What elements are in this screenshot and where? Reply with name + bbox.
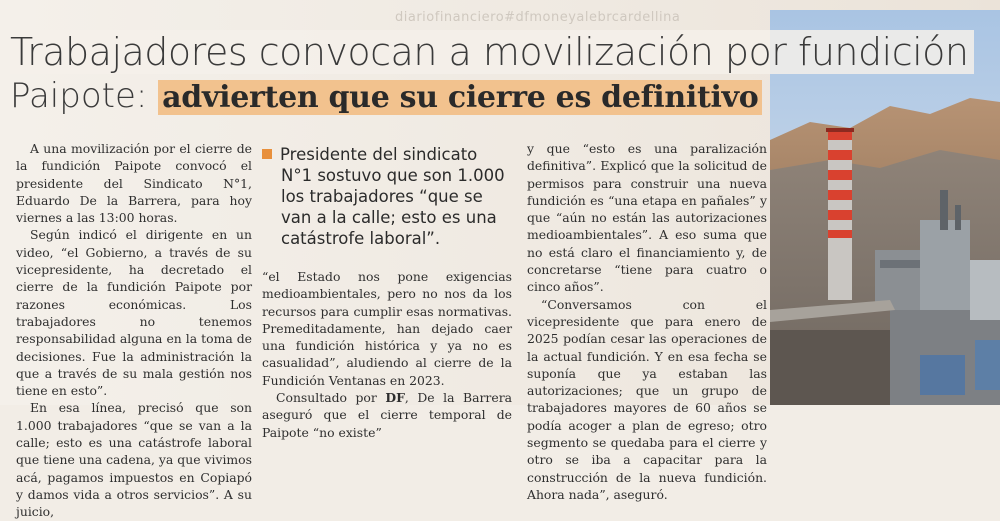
paragraph-text: , De la Barrera aseguró que el cierre temporal de Paipote “no existe” — [262, 390, 513, 440]
article-column-2 — [262, 268, 512, 441]
pull-quote-line: N°1 sostuvo que son 1.000 — [281, 166, 505, 185]
pull-quote-text: Presidente del sindicato — [280, 145, 478, 164]
article-column-3 — [527, 140, 767, 503]
df-mention: DF — [385, 390, 405, 406]
headline-highlight: advierten que su cierre es definitivo — [158, 80, 762, 115]
paragraph: “el Estado nos pone exigencias medioambientales, pero no nos da los recursos para cumplir esas normativas. Premeditadamente, han dejado caer una fundición histórica y ya no es casualidad”, aludiendo al cierre de la Fundición Ventanas en 2023. — [262, 269, 512, 388]
paragraph-text: Consultado por — [276, 390, 377, 406]
headline — [10, 30, 969, 120]
paragraph: A una movilización por el cierre de la fundición Paipote convocó el presidente del Sindicato N°1, Eduardo De la Barrera, para hoy viernes a las 13:00 horas. — [16, 141, 252, 226]
article-column-1 — [16, 140, 252, 521]
paragraph: y que “esto es una paralización definitiva”. Explicó que la solicitud de permisos para construir una nueva fundición es “una etapa en pañales” y que “aún no están las autorizaciones medioambientales”. A eso suma que no está claro el financiamiento y, de concretarse “tiene para cuatro o cinco años”. — [527, 141, 767, 295]
headline-prefix: Paipote: — [10, 76, 148, 116]
pull-quote-line: catástrofe laboral”. — [281, 229, 441, 248]
watermark-text: diariofinanciero#dfmoneyalebrcardellina — [395, 10, 681, 25]
headline-line-2 — [10, 74, 870, 120]
orange-square-bullet-icon — [262, 149, 272, 159]
paragraph: “Conversamos con el vicepresidente que para enero de 2025 podían cesar las operaciones de la actual fundición. Y en esa fecha se suponía que ya estaban las autorizaciones; que un grupo de trabajadores mayores de 60 años se podía acoger a plan de egreso; otro segmento se quedaba para el cierre y otro se iba a capacitar para la construcción de la nueva fundición. Ahora nada”, aseguró. — [527, 296, 767, 502]
pull-quote-line — [262, 144, 512, 165]
pull-quote-line: van a la calle; esto es una — [281, 208, 497, 227]
paragraph — [262, 389, 512, 441]
headline-line-1: Trabajadores convocan a movilización por fundición — [10, 30, 974, 74]
pull-quote — [262, 144, 512, 249]
pull-quote-line: los trabajadores “que se — [281, 187, 483, 206]
paragraph: En esa línea, precisó que son 1.000 trabajadores “que se van a la calle; esto es una catástrofe laboral que tiene una cadena, ya que vivimos acá, pagamos impuestos en Copiapó y damos vida a otros servicios”. A su juicio, — [16, 400, 252, 520]
paragraph: Según indicó el dirigente en un video, “el Gobierno, a través de su vicepresidente, ha decretado el cierre de la fundición Paipote por razones económicas. Los trabajadores no tenemos responsabilidad alguna en la toma de decisiones. Fue la administración la que a través de su mala gestión nos tiene en esto”. — [16, 227, 252, 399]
